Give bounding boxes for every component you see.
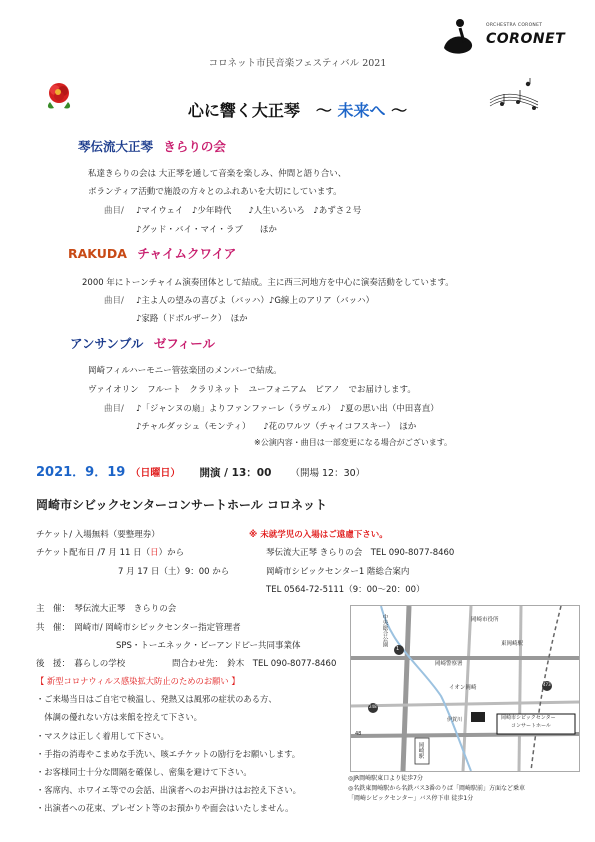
map-label-aeon: イオン岡崎: [449, 685, 477, 691]
title-end: ～: [385, 101, 408, 120]
covid-item-6: ・客席内、ホワイエ等での会話、出演者へのお声掛けはお控え下さい。: [36, 785, 301, 795]
ticket-dist-2: 7 月 17 日（土）9：00 から: [118, 567, 230, 577]
group-2-heading: [68, 244, 236, 262]
logo-name: CORONET: [486, 31, 566, 47]
ticket-price: チケット/ 入場無料（要整理券）: [36, 530, 160, 540]
map-label-chuo: 中央総合公園: [381, 614, 388, 647]
ticket-dist-sunday: 日: [150, 548, 159, 558]
map-label-river: 伊賀川: [447, 717, 463, 723]
map-route-48: 48: [355, 731, 362, 737]
group-3-accent: ゼフィール: [153, 336, 216, 351]
ticket-warning: ※ 未就学児の入場はご遠慮下さい。: [249, 530, 388, 540]
group-1-desc-1: 私達きらりの会は 大正琴を通して音楽を楽しみ、仲間と語り合い、: [88, 169, 347, 179]
map-label-police: 岡崎警察署: [435, 661, 463, 667]
event-date-line: [36, 461, 365, 480]
map-route-473: 473: [543, 682, 551, 687]
covid-item-2: 体調の優れない方は来館を控えて下さい。: [36, 712, 202, 722]
map-route-1: 1: [396, 646, 400, 652]
logo-tagline: ORCHESTRA CORONET: [486, 23, 543, 28]
group-2-desc-1: 2000 年にトーンチャイム演奏団体として結成。主に西三河地方を中心に演奏活動をしています。: [82, 278, 454, 288]
event-date: 2021．9．19: [36, 465, 126, 480]
map-route-248: 248: [369, 704, 377, 709]
group-1-songs-2: ♪グッド・バイ・マイ・ラブ ほか: [136, 225, 277, 235]
ticket-dist-label: チケット配布日 /7 月 11 日（: [36, 548, 151, 558]
group-1-desc-2: ボランティア活動で施設の方々とのふれあいを大切にしています。: [88, 187, 342, 197]
group-1-name: 琴伝流大正琴: [78, 139, 154, 154]
map-label-civic: 岡崎市シビックセンター: [501, 715, 556, 721]
group-1-accent: きらりの会: [163, 139, 226, 154]
support: 後 援： 暮らしの学校: [36, 659, 126, 669]
map-label-kogyo: 岡崎市役所: [471, 617, 499, 623]
map-label-okazaki-station: 岡崎駅: [417, 742, 424, 759]
map-label-hall: コンサートホール: [511, 723, 551, 729]
map-note-3: 「岡崎シビックセンター」バス停下車 徒歩1分: [348, 795, 474, 802]
music-note-logo-icon: [440, 16, 480, 54]
map-note-1: ◎JR岡崎駅東口より徒歩7分: [348, 775, 423, 782]
group-3-desc-1: 岡崎フィルハーモニー管弦楽団のメンバーで結成。: [88, 366, 282, 376]
covid-item-4: ・手指の消毒やこまめな手洗い、咳エチケットの励行をお願いします。: [36, 749, 301, 759]
group-1-songs-1: ♪マイウェイ ♪少年時代 ♪人生いろいろ ♪あずさ２号: [136, 206, 362, 216]
title-main: 心に響く大正琴 ～: [187, 101, 338, 120]
event-open: （開場 12：30）: [290, 468, 366, 479]
group-2-songs-2: ♪家路（ドボルザーク） ほか: [136, 314, 248, 324]
access-map: [350, 605, 580, 772]
group-2-name: RAKUDA: [68, 246, 127, 261]
map-label-higashi: 東岡崎駅: [501, 641, 524, 647]
co-host-2: SPS・トーエネック・ビーアンドピー共同事業体: [116, 641, 301, 651]
group-3-songs-label: 曲目/: [104, 404, 124, 414]
group-2-accent: チャイムクワイア: [137, 246, 237, 261]
coronet-logo: [440, 16, 580, 56]
title-accent: 未来へ: [337, 101, 386, 120]
venue-name: 岡崎市シビックセンターコンサートホール コロネット: [36, 498, 327, 512]
covid-item-7: ・出演者への花束、プレゼント等のお預かりや面会はいたしません。: [36, 803, 294, 813]
group-3-name: アンサンブル: [70, 336, 144, 351]
map-note-2: ◎名鉄東岡崎駅から名鉄バス3番のりば「岡崎駅前」方面など乗車: [348, 785, 526, 792]
ticket-contact-3: TEL 0564-72-5111（9：00～20：00）: [266, 585, 425, 595]
covid-item-3: ・マスクは正しく着用して下さい。: [36, 731, 169, 741]
covid-item-5: ・お客様同士十分な間隔を確保し、密集を避けて下さい。: [36, 767, 252, 777]
covid-item-1: ・ご来場当日はご自宅で検温し、発熱又は風邪の症状のある方、: [36, 694, 277, 704]
event-day: （日曜日）: [130, 468, 181, 479]
main-title: [0, 98, 595, 121]
co-host: 共 催： 岡崎市/ 岡崎市シビックセンター指定管理者: [36, 623, 241, 633]
group-3-songs-1: ♪「ジャンヌの扇」よりファンファーレ（ラヴェル） ♪夏の思い出（中田喜直）: [136, 404, 439, 414]
group-3-desc-2: ヴァイオリン フルート クラリネット ユーフォニアム ピアノ でお届けします。: [88, 385, 416, 395]
ticket-contact-1: 琴伝流大正琴 きらりの会 TEL 090-8077-8460: [266, 548, 455, 558]
inquiry: 問合わせ先： 鈴木 TEL 090-8077-8460: [172, 659, 337, 669]
festival-name: コロネット市民音楽フェスティバル 2021: [208, 58, 387, 69]
ticket-dist-line: [36, 546, 184, 558]
group-2-songs-label: 曲目/: [104, 296, 124, 306]
group-3-note: ※公演内容・曲目は一部変更になる場合がございます。: [254, 438, 453, 447]
group-3-heading: [70, 334, 215, 352]
group-1-heading: [78, 137, 226, 155]
group-2-songs-1: ♪主よ人の望みの喜びよ（バッハ）♪G線上のアリア（バッハ）: [136, 296, 375, 306]
group-3-songs-2: ♪チャルダッシュ（モンティ） ♪花のワルツ（チャイコフスキー） ほか: [136, 422, 417, 432]
host: 主 催： 琴伝流大正琴 きらりの会: [36, 604, 177, 614]
event-time: 開演 / 13：00: [199, 467, 272, 479]
covid-heading: 【 新型コロナウィルス感染拡大防止のためのお願い 】: [36, 676, 240, 686]
group-1-songs-label: 曲目/: [104, 206, 124, 216]
ticket-contact-2: 岡崎市シビックセンター1 階総合案内: [266, 567, 410, 577]
ticket-dist-after: ）から: [158, 548, 185, 558]
